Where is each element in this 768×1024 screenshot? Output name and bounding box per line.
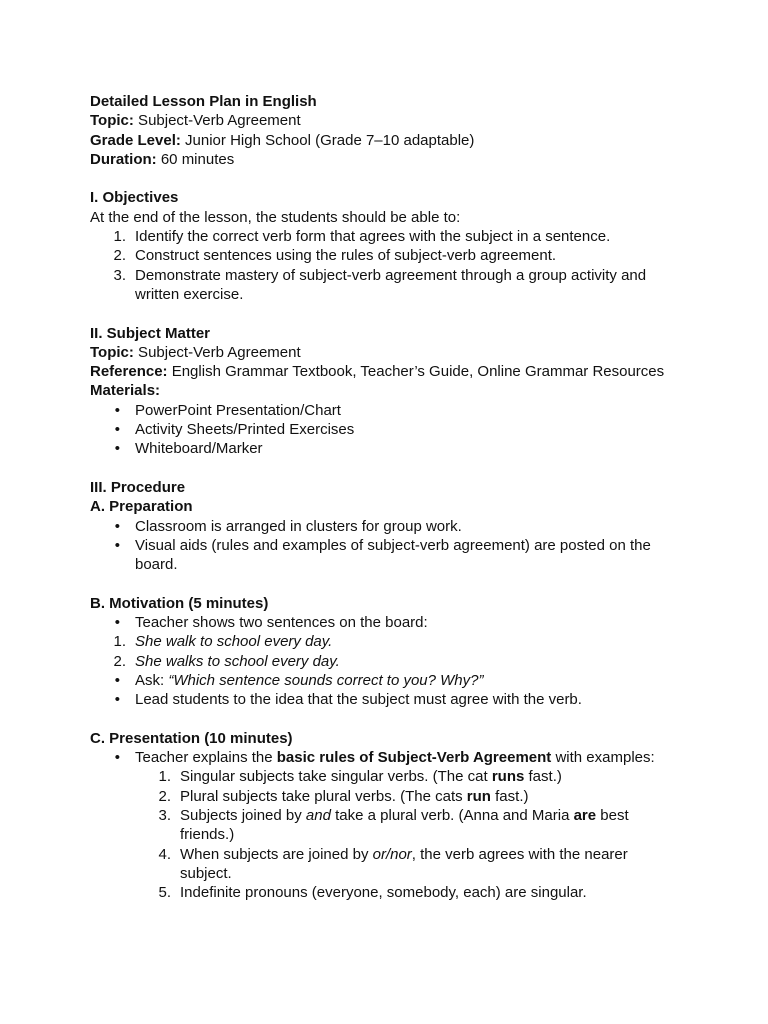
- rule-item: [90, 767, 690, 786]
- sm-topic-value: Subject-Verb Agreement: [133, 343, 301, 361]
- materials-text: PowerPoint Presentation/Chart: [135, 401, 341, 419]
- bullet-icon: •: [114, 671, 120, 689]
- rule-text: take a plural verb. (Anna and Maria: [330, 806, 574, 824]
- rule-verb: are: [573, 806, 597, 824]
- list-number: 3.: [113, 266, 126, 284]
- list-number: 4.: [158, 845, 171, 863]
- rule-text: Subjects joined by: [180, 806, 306, 824]
- preparation-item: [90, 517, 690, 536]
- bullet-icon: •: [114, 691, 120, 709]
- document-page: [90, 92, 690, 902]
- motivation-item: [90, 613, 690, 632]
- list-number: 5.: [158, 884, 171, 902]
- rule-conjunction: and: [305, 806, 331, 824]
- materials-item: [90, 439, 690, 458]
- motivation-sentence: [90, 632, 690, 651]
- list-number: 2.: [158, 787, 171, 805]
- bullet-icon: •: [114, 401, 120, 419]
- presentation-heading: C. Presentation (10 minutes): [90, 729, 293, 747]
- topic-value: Subject-Verb Agreement: [133, 112, 301, 130]
- document-title: Detailed Lesson Plan in English: [90, 93, 317, 110]
- rule-text: fast.): [490, 787, 529, 805]
- spacer: [90, 574, 690, 593]
- objectives-intro: At the end of the lesson, the students should be able to:: [90, 208, 461, 226]
- rule-text: fast.): [524, 768, 562, 786]
- bullet-icon: •: [114, 614, 120, 632]
- sentence-text: She walk to school every day.: [135, 633, 333, 651]
- objective-text: Demonstrate mastery of subject-verb agreement through a group activity and: [135, 266, 647, 284]
- rule-item: [90, 806, 690, 825]
- materials-item: [90, 420, 690, 439]
- grade-level-value: Junior High School (Grade 7–10 adaptable): [180, 131, 475, 149]
- objective-item: [90, 246, 690, 265]
- list-number: 1.: [158, 768, 171, 786]
- rule-verb: run: [466, 787, 491, 805]
- rule-verb: runs: [491, 768, 525, 786]
- reference-value: English Grammar Textbook, Teacher’s Guide, Online Grammar Resources: [167, 363, 665, 381]
- reference-line: [90, 362, 690, 381]
- materials-text: Whiteboard/Marker: [135, 440, 263, 458]
- subject-matter-heading: II. Subject Matter: [90, 324, 211, 342]
- bullet-icon: •: [114, 749, 120, 767]
- preparation-text: Visual aids (rules and examples of subject-verb agreement) are posted on the: [135, 536, 651, 554]
- list-number: 1.: [113, 228, 126, 246]
- motivation-text: Lead students to the idea that the subject must agree with the verb.: [135, 691, 582, 709]
- preparation-item: [90, 536, 690, 555]
- rule-item: [90, 787, 690, 806]
- preparation-text: Classroom is arranged in clusters for group work.: [135, 517, 462, 535]
- presentation-intro-pre: Teacher explains the: [135, 749, 277, 767]
- rule-text: When subjects are joined by: [180, 845, 373, 863]
- spacer: [90, 304, 690, 323]
- presentation-item: [90, 748, 690, 767]
- rule-conjunction: or/nor: [372, 845, 412, 863]
- presentation-intro-post: with examples:: [551, 749, 655, 767]
- grade-level-label: Grade Level:: [90, 131, 181, 149]
- objective-item: [90, 266, 690, 285]
- rule-text-continued: subject.: [180, 864, 232, 882]
- spacer: [90, 169, 690, 188]
- spacer: [90, 710, 690, 729]
- reference-label: Reference:: [90, 363, 168, 381]
- motivation-text: Teacher shows two sentences on the board:: [135, 614, 428, 632]
- sm-topic-label: Topic:: [90, 343, 134, 361]
- list-number: 3.: [158, 806, 171, 824]
- objective-text: Identify the correct verb form that agrees with the subject in a sentence.: [135, 228, 611, 246]
- rule-item: [90, 845, 690, 864]
- duration-line: [90, 150, 690, 169]
- presentation-intro-bold: basic rules of Subject-Verb Agreement: [276, 749, 552, 767]
- list-number: 2.: [113, 652, 126, 670]
- bullet-icon: •: [114, 421, 120, 439]
- spacer: [90, 459, 690, 478]
- rule-text: Singular subjects take singular verbs. (The cat: [180, 768, 492, 786]
- bullet-icon: •: [114, 517, 120, 535]
- bullet-icon: •: [114, 440, 120, 458]
- topic-line: [90, 111, 690, 130]
- materials-text: Activity Sheets/Printed Exercises: [135, 421, 355, 439]
- objective-text: Construct sentences using the rules of subject-verb agreement.: [135, 247, 557, 265]
- motivation-heading: B. Motivation (5 minutes): [90, 594, 269, 612]
- motivation-item: [90, 690, 690, 709]
- rule-text-continued: friends.): [180, 826, 235, 844]
- objective-text-continued: written exercise.: [135, 285, 244, 303]
- topic-label: Topic:: [90, 112, 134, 130]
- materials-item: [90, 401, 690, 420]
- grade-level-line: [90, 131, 690, 150]
- objective-item: [90, 227, 690, 246]
- list-number: 1.: [113, 633, 126, 651]
- sentence-text: She walks to school every day.: [135, 652, 340, 670]
- rule-text: , the verb agrees with the nearer: [411, 845, 628, 863]
- sm-topic-line: [90, 343, 690, 362]
- motivation-sentence: [90, 652, 690, 671]
- rule-text: Indefinite pronouns (everyone, somebody, each) are singular.: [180, 884, 587, 902]
- rule-text: Plural subjects take plural verbs. (The cats: [180, 787, 467, 805]
- ask-question: “Which sentence sounds correct to you? Why?”: [168, 671, 484, 689]
- motivation-item: [90, 671, 690, 690]
- preparation-heading: A. Preparation: [90, 498, 193, 516]
- list-number: 2.: [113, 247, 126, 265]
- procedure-heading: III. Procedure: [90, 478, 186, 496]
- objectives-heading: I. Objectives: [90, 189, 179, 207]
- materials-label: Materials:: [90, 382, 161, 400]
- rule-text: best: [596, 806, 629, 824]
- preparation-text-continued: board.: [135, 556, 178, 574]
- duration-label: Duration:: [90, 150, 157, 168]
- bullet-icon: •: [114, 536, 120, 554]
- ask-label: Ask:: [135, 671, 169, 689]
- rule-item: [90, 883, 690, 902]
- duration-value: 60 minutes: [156, 150, 235, 168]
